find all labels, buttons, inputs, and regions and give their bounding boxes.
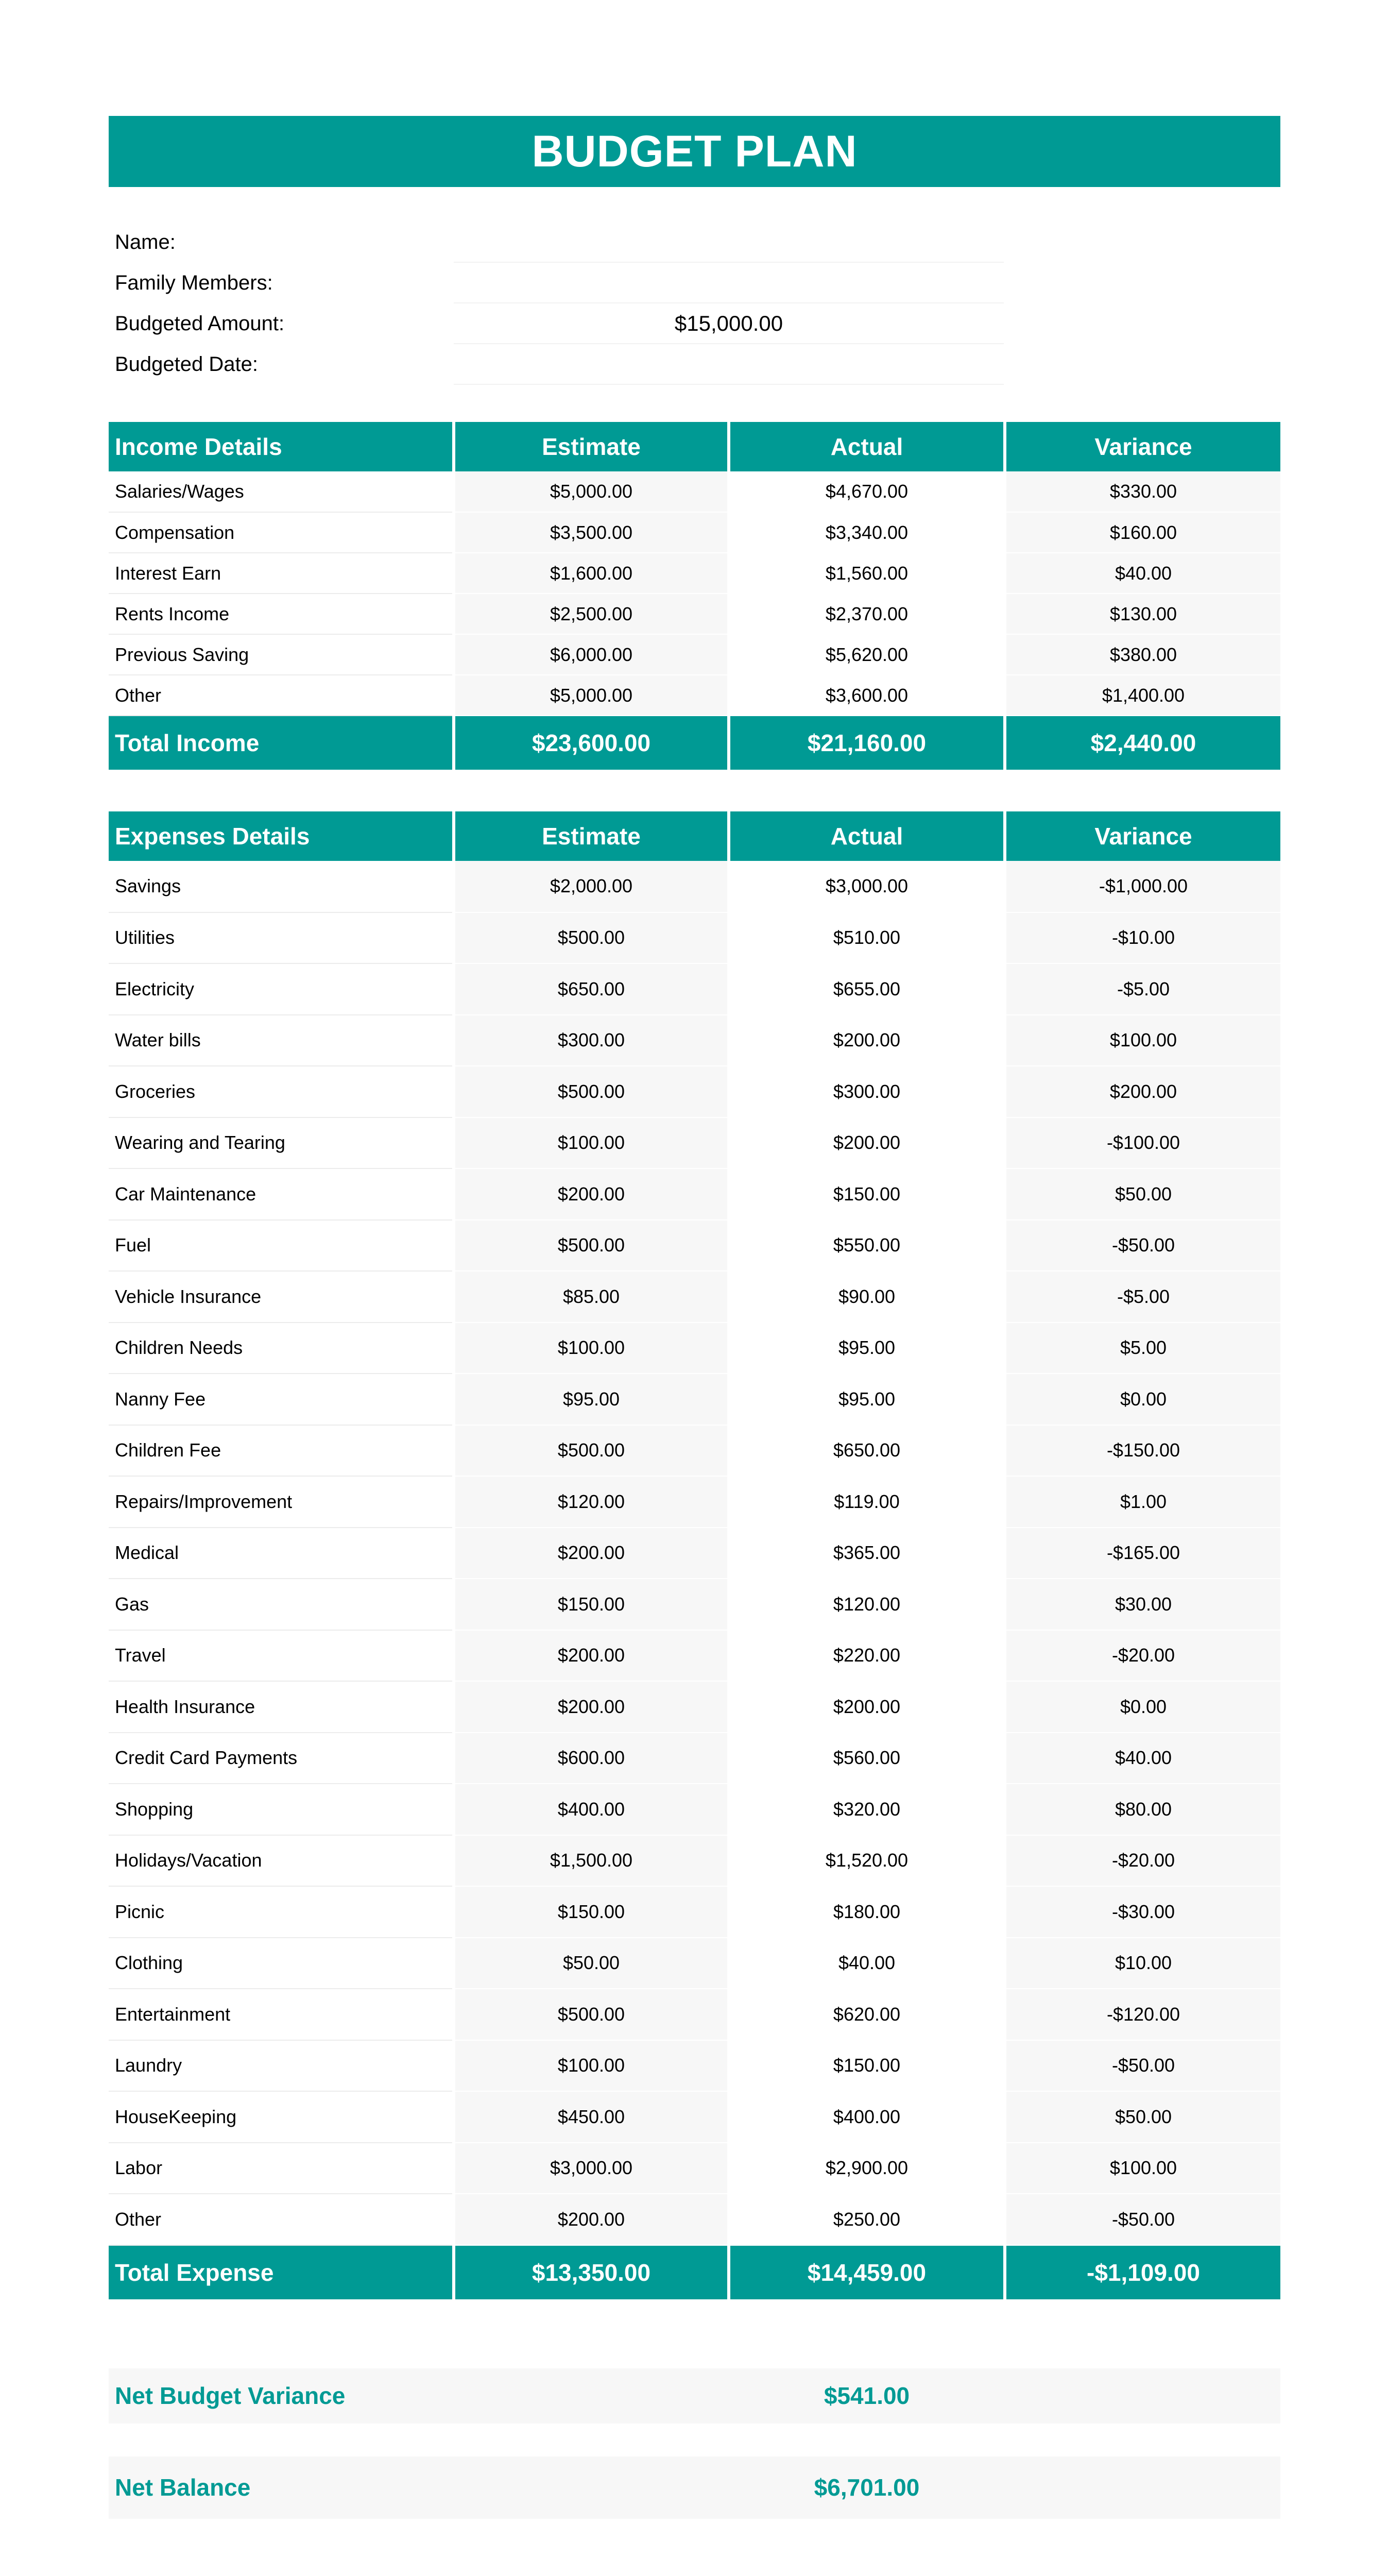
expenses-cell-variance: -$120.00 [1005,1989,1280,2040]
table-row [109,1476,1280,1528]
income-cell-actual: $5,620.00 [729,634,1005,675]
expenses-cell-estimate: $2,000.00 [454,861,729,912]
expenses-cell-estimate: $200.00 [454,1528,729,1579]
expenses-cell-variance: $100.00 [1005,2143,1280,2194]
table-row [109,512,1280,553]
expenses-cell-estimate: $500.00 [454,1989,729,2040]
expenses-cell-variance: -$20.00 [1005,1630,1280,1682]
expenses-cell-variance: $1.00 [1005,1476,1280,1528]
expenses-cell-actual: $655.00 [729,963,1005,1015]
net-budget-variance-label: Net Budget Variance [115,2382,346,2409]
expenses-cell-variance: $50.00 [1005,2091,1280,2143]
income-cell-estimate: $5,000.00 [454,675,729,716]
income-cell-estimate: $5,000.00 [454,471,729,512]
table-row [109,1835,1280,1887]
table-row [109,2091,1280,2143]
expenses-cell-category: Clothing [109,1938,454,1989]
expenses-cell-variance: $10.00 [1005,1938,1280,1989]
expenses-cell-category: Gas [109,1579,454,1630]
table-row [109,1681,1280,1733]
income-cell-actual: $1,560.00 [729,553,1005,594]
info-row [109,222,1280,263]
expenses-cell-variance: -$100.00 [1005,1117,1280,1169]
income-cell-category: Interest Earn [109,553,454,594]
expenses-cell-actual: $150.00 [729,2040,1005,2092]
table-row [109,861,1280,912]
expenses-cell-actual: $120.00 [729,1579,1005,1630]
net-budget-variance-row [109,2368,1280,2424]
expenses-cell-category: Children Fee [109,1425,454,1477]
expenses-cell-category: Holidays/Vacation [109,1835,454,1887]
income-cell-estimate: $6,000.00 [454,634,729,675]
income-cell-actual: $2,370.00 [729,594,1005,634]
expenses-cell-category: Repairs/Improvement [109,1476,454,1528]
income-total-actual: $21,160.00 [729,716,1005,770]
expenses-cell-category: Vehicle Insurance [109,1271,454,1323]
net-balance-label: Net Balance [115,2474,251,2501]
income-total-estimate: $23,600.00 [454,716,729,770]
table-row [109,634,1280,675]
expenses-cell-category: Utilities [109,912,454,964]
expenses-cell-actual: $300.00 [729,1066,1005,1117]
expenses-cell-variance: -$20.00 [1005,1835,1280,1887]
info-value [454,344,1004,385]
expenses-cell-variance: -$10.00 [1005,912,1280,964]
expenses-cell-actual: $95.00 [729,1323,1005,1374]
expenses-cell-variance: -$165.00 [1005,1528,1280,1579]
expenses-total-actual: $14,459.00 [729,2245,1005,2299]
table-row [109,1220,1280,1272]
table-row [109,1938,1280,1989]
expenses-cell-estimate: $85.00 [454,1271,729,1323]
expenses-header-variance: Variance [1005,811,1280,861]
expenses-cell-actual: $550.00 [729,1220,1005,1272]
info-label: Name: [115,231,176,253]
expenses-cell-category: HouseKeeping [109,2091,454,2143]
income-cell-category: Compensation [109,512,454,553]
expenses-cell-category: Nanny Fee [109,1374,454,1425]
expenses-cell-actual: $510.00 [729,912,1005,964]
expenses-cell-estimate: $200.00 [454,2194,729,2245]
expenses-cell-actual: $180.00 [729,1886,1005,1938]
expenses-cell-category: Laundry [109,2040,454,2092]
info-value [454,222,1004,263]
expenses-total-category: Total Expense [109,2245,454,2299]
table-row [109,2143,1280,2194]
expenses-cell-category: Water bills [109,1015,454,1066]
income-table [109,422,1280,770]
income-total-category: Total Income [109,716,454,770]
expenses-cell-variance: -$5.00 [1005,1271,1280,1323]
expenses-cell-variance: $100.00 [1005,1015,1280,1066]
net-balance-value: $6,701.00 [814,2474,920,2501]
expenses-cell-estimate: $50.00 [454,1938,729,1989]
expenses-cell-actual: $560.00 [729,1733,1005,1784]
net-budget-variance-value: $541.00 [824,2382,910,2409]
income-cell-variance: $160.00 [1005,512,1280,553]
income-header-actual: Actual [729,422,1005,471]
expenses-cell-actual: $650.00 [729,1425,1005,1477]
expenses-cell-variance: -$50.00 [1005,2040,1280,2092]
table-row [109,912,1280,964]
table-row [109,1425,1280,1477]
expenses-cell-estimate: $150.00 [454,1579,729,1630]
income-total-row [109,716,1280,770]
expenses-cell-estimate: $500.00 [454,1220,729,1272]
expenses-cell-estimate: $100.00 [454,1117,729,1169]
expenses-total-estimate: $13,350.00 [454,2245,729,2299]
table-row [109,1528,1280,1579]
table-row [109,1117,1280,1169]
expenses-cell-estimate: $500.00 [454,1066,729,1117]
expenses-cell-actual: $2,900.00 [729,2143,1005,2194]
expenses-cell-variance: -$5.00 [1005,963,1280,1015]
expenses-cell-variance: $30.00 [1005,1579,1280,1630]
income-header-variance: Variance [1005,422,1280,471]
table-row [109,1579,1280,1630]
info-value: $15,000.00 [454,303,1004,344]
expenses-cell-variance: $200.00 [1005,1066,1280,1117]
info-row [109,263,1280,303]
income-cell-variance: $380.00 [1005,634,1280,675]
expenses-cell-actual: $400.00 [729,2091,1005,2143]
expenses-header-row [109,811,1280,861]
income-header-row [109,422,1280,471]
table-row [109,1784,1280,1835]
expenses-cell-actual: $3,000.00 [729,861,1005,912]
expenses-cell-category: Travel [109,1630,454,1682]
income-cell-category: Previous Saving [109,634,454,675]
expenses-cell-variance: -$50.00 [1005,1220,1280,1272]
expenses-cell-estimate: $200.00 [454,1630,729,1682]
expenses-cell-actual: $250.00 [729,2194,1005,2245]
expenses-cell-estimate: $200.00 [454,1681,729,1733]
expenses-cell-variance: $0.00 [1005,1374,1280,1425]
income-cell-category: Salaries/Wages [109,471,454,512]
expenses-cell-category: Credit Card Payments [109,1733,454,1784]
table-row [109,2040,1280,2092]
income-cell-estimate: $1,600.00 [454,553,729,594]
expenses-cell-category: Other [109,2194,454,2245]
expenses-cell-actual: $90.00 [729,1271,1005,1323]
expenses-cell-category: Savings [109,861,454,912]
table-row [109,1886,1280,1938]
expenses-cell-estimate: $500.00 [454,1425,729,1477]
table-row [109,1168,1280,1220]
expenses-cell-category: Electricity [109,963,454,1015]
table-row [109,1374,1280,1425]
expenses-cell-actual: $119.00 [729,1476,1005,1528]
expenses-cell-variance: $80.00 [1005,1784,1280,1835]
table-row [109,1733,1280,1784]
income-cell-category: Other [109,675,454,716]
expenses-header-actual: Actual [729,811,1005,861]
expenses-cell-category: Groceries [109,1066,454,1117]
income-cell-estimate: $2,500.00 [454,594,729,634]
info-value [454,263,1004,303]
expenses-cell-category: Picnic [109,1886,454,1938]
income-cell-actual: $4,670.00 [729,471,1005,512]
income-cell-variance: $1,400.00 [1005,675,1280,716]
income-cell-actual: $3,600.00 [729,675,1005,716]
page-title: BUDGET PLAN [109,116,1280,187]
expenses-cell-estimate: $200.00 [454,1168,729,1220]
expenses-cell-estimate: $100.00 [454,2040,729,2092]
expenses-cell-variance: $0.00 [1005,1681,1280,1733]
expenses-cell-actual: $1,520.00 [729,1835,1005,1887]
expenses-cell-estimate: $120.00 [454,1476,729,1528]
income-cell-variance: $130.00 [1005,594,1280,634]
table-row [109,1066,1280,1117]
expenses-cell-category: Fuel [109,1220,454,1272]
expenses-cell-variance: -$50.00 [1005,2194,1280,2245]
expenses-cell-category: Entertainment [109,1989,454,2040]
table-row [109,1323,1280,1374]
expenses-cell-actual: $150.00 [729,1168,1005,1220]
info-row [109,303,1280,344]
expenses-cell-estimate: $95.00 [454,1374,729,1425]
expenses-table [109,811,1280,2299]
expenses-cell-actual: $320.00 [729,1784,1005,1835]
table-row [109,471,1280,512]
expenses-cell-variance: $5.00 [1005,1323,1280,1374]
income-header-category: Income Details [109,422,454,471]
expenses-cell-estimate: $3,000.00 [454,2143,729,2194]
expenses-cell-variance: -$1,000.00 [1005,861,1280,912]
income-total-variance: $2,440.00 [1005,716,1280,770]
info-label: Budgeted Amount: [115,312,285,335]
expenses-cell-actual: $220.00 [729,1630,1005,1682]
expenses-cell-category: Health Insurance [109,1681,454,1733]
expenses-cell-category: Car Maintenance [109,1168,454,1220]
expenses-cell-actual: $95.00 [729,1374,1005,1425]
table-row [109,1630,1280,1682]
income-cell-estimate: $3,500.00 [454,512,729,553]
income-cell-actual: $3,340.00 [729,512,1005,553]
income-cell-variance: $40.00 [1005,553,1280,594]
expenses-total-row [109,2245,1280,2299]
info-row [109,344,1280,385]
info-label: Family Members: [115,272,273,294]
table-row [109,1015,1280,1066]
expenses-cell-variance: -$150.00 [1005,1425,1280,1477]
expenses-cell-estimate: $600.00 [454,1733,729,1784]
table-row [109,594,1280,634]
expenses-cell-actual: $200.00 [729,1681,1005,1733]
info-section [109,222,1280,385]
expenses-cell-variance: -$30.00 [1005,1886,1280,1938]
table-row [109,675,1280,716]
table-row [109,1271,1280,1323]
expenses-cell-estimate: $650.00 [454,963,729,1015]
expenses-header-estimate: Estimate [454,811,729,861]
expenses-cell-category: Children Needs [109,1323,454,1374]
expenses-total-variance: -$1,109.00 [1005,2245,1280,2299]
table-row [109,963,1280,1015]
expenses-cell-actual: $200.00 [729,1015,1005,1066]
table-row [109,1989,1280,2040]
expenses-cell-variance: $40.00 [1005,1733,1280,1784]
table-row [109,2194,1280,2245]
net-balance-row [109,2456,1280,2519]
expenses-cell-estimate: $500.00 [454,912,729,964]
expenses-cell-category: Labor [109,2143,454,2194]
expenses-cell-variance: $50.00 [1005,1168,1280,1220]
expenses-cell-estimate: $300.00 [454,1015,729,1066]
expenses-cell-category: Shopping [109,1784,454,1835]
table-row [109,553,1280,594]
expenses-cell-actual: $40.00 [729,1938,1005,1989]
income-header-estimate: Estimate [454,422,729,471]
expenses-cell-category: Wearing and Tearing [109,1117,454,1169]
expenses-cell-estimate: $150.00 [454,1886,729,1938]
expenses-cell-estimate: $400.00 [454,1784,729,1835]
expenses-cell-estimate: $450.00 [454,2091,729,2143]
expenses-cell-estimate: $1,500.00 [454,1835,729,1887]
expenses-cell-category: Medical [109,1528,454,1579]
expenses-header-category: Expenses Details [109,811,454,861]
income-cell-variance: $330.00 [1005,471,1280,512]
expenses-cell-actual: $365.00 [729,1528,1005,1579]
expenses-cell-estimate: $100.00 [454,1323,729,1374]
expenses-cell-actual: $620.00 [729,1989,1005,2040]
budget-sheet [109,116,1280,2576]
info-label: Budgeted Date: [115,353,258,376]
expenses-cell-actual: $200.00 [729,1117,1005,1169]
income-cell-category: Rents Income [109,594,454,634]
